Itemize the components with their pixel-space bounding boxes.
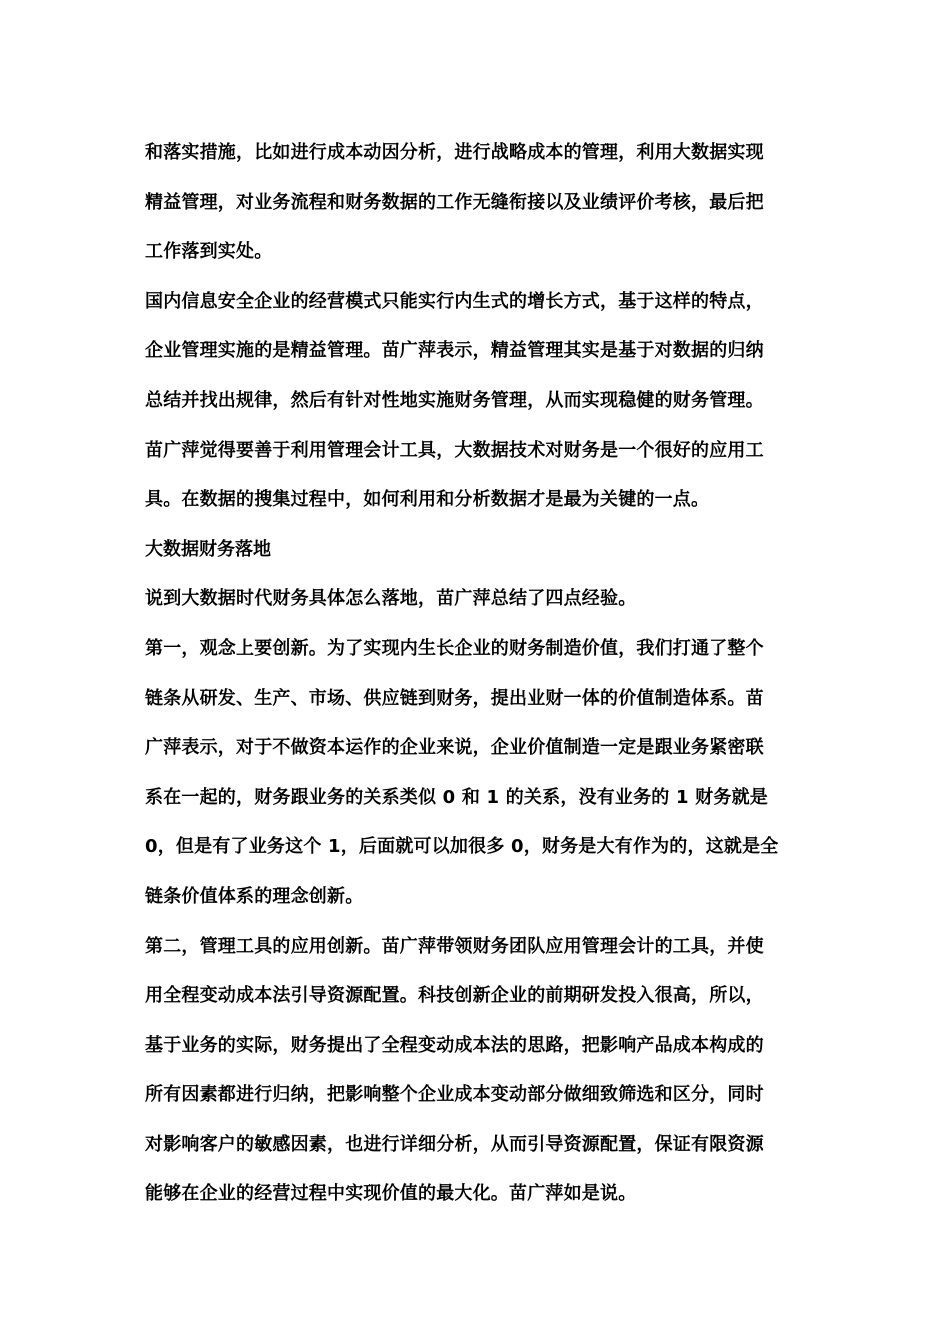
text-line: 第二，管理工具的应用创新。苗广萍带领财务团队应用管理会计的工具，并使 — [145, 935, 764, 957]
text-line: 0，但是有了业务这个 1，后面就可以加很多 0，财务是大有作为的，这就是全 — [145, 836, 779, 858]
text-line: 国内信息安全企业的经营模式只能实行内生式的增长方式，基于这样的特点， — [145, 290, 764, 312]
document-body — [145, 128, 810, 1219]
text-line: 用全程变动成本法引导资源配置。科技创新企业的前期研发投入很高，所以， — [145, 985, 764, 1007]
paragraph-lean-management — [145, 277, 810, 426]
text-line: 第一，观念上要创新。为了实现内生长企业的财务制造价值，我们打通了整个 — [145, 637, 764, 659]
text-line: 说到大数据时代财务具体怎么落地，苗广萍总结了四点经验。 — [145, 588, 637, 610]
text-line: 能够在企业的经营过程中实现价值的最大化。苗广萍如是说。 — [145, 1183, 637, 1205]
heading-text: 大数据财务落地 — [145, 538, 271, 560]
text-line: 基于业务的实际，财务提出了全程变动成本法的思路，把影响产品成本构成的 — [145, 1034, 764, 1056]
text-line: 链条价值体系的理念创新。 — [145, 885, 364, 907]
text-line: 精益管理，对业务流程和财务数据的工作无缝衔接以及业绩评价考核，最后把 — [145, 191, 764, 213]
text-line: 所有因素都进行归纳，把影响整个企业成本变动部分做细致筛选和区分，同时 — [145, 1084, 764, 1106]
text-line: 系在一起的，财务跟业务的关系类似 0 和 1 的关系，没有业务的 1 财务就是 — [145, 786, 768, 808]
paragraph-cost-management — [145, 128, 810, 277]
text-line: 总结并找出规律，然后有针对性地实施财务管理，从而实现稳健的财务管理。 — [145, 389, 764, 411]
paragraph-point-two — [145, 922, 810, 1220]
paragraph-point-one — [145, 624, 810, 922]
text-line: 链条从研发、生产、市场、供应链到财务，提出业财一体的价值制造体系。苗 — [145, 687, 764, 709]
section-heading — [145, 525, 810, 575]
paragraph-four-points-intro — [145, 574, 810, 624]
text-line: 对影响客户的敏感因素，也进行详细分析，从而引导资源配置，保证有限资源 — [145, 1133, 764, 1155]
text-line: 具。在数据的搜集过程中，如何利用和分析数据才是最为关键的一点。 — [145, 489, 710, 511]
text-line: 广萍表示，对于不做资本运作的企业来说，企业价值制造一定是跟业务紧密联 — [145, 737, 764, 759]
text-line: 企业管理实施的是精益管理。苗广萍表示，精益管理其实是基于对数据的归纳 — [145, 340, 764, 362]
text-line: 苗广萍觉得要善于利用管理会计工具，大数据技术对财务是一个很好的应用工 — [145, 439, 764, 461]
text-line: 和落实措施，比如进行成本动因分析，进行战略成本的管理，利用大数据实现 — [145, 142, 764, 163]
text-line: 工作落到实处。 — [145, 241, 273, 263]
paragraph-management-tools — [145, 426, 810, 525]
